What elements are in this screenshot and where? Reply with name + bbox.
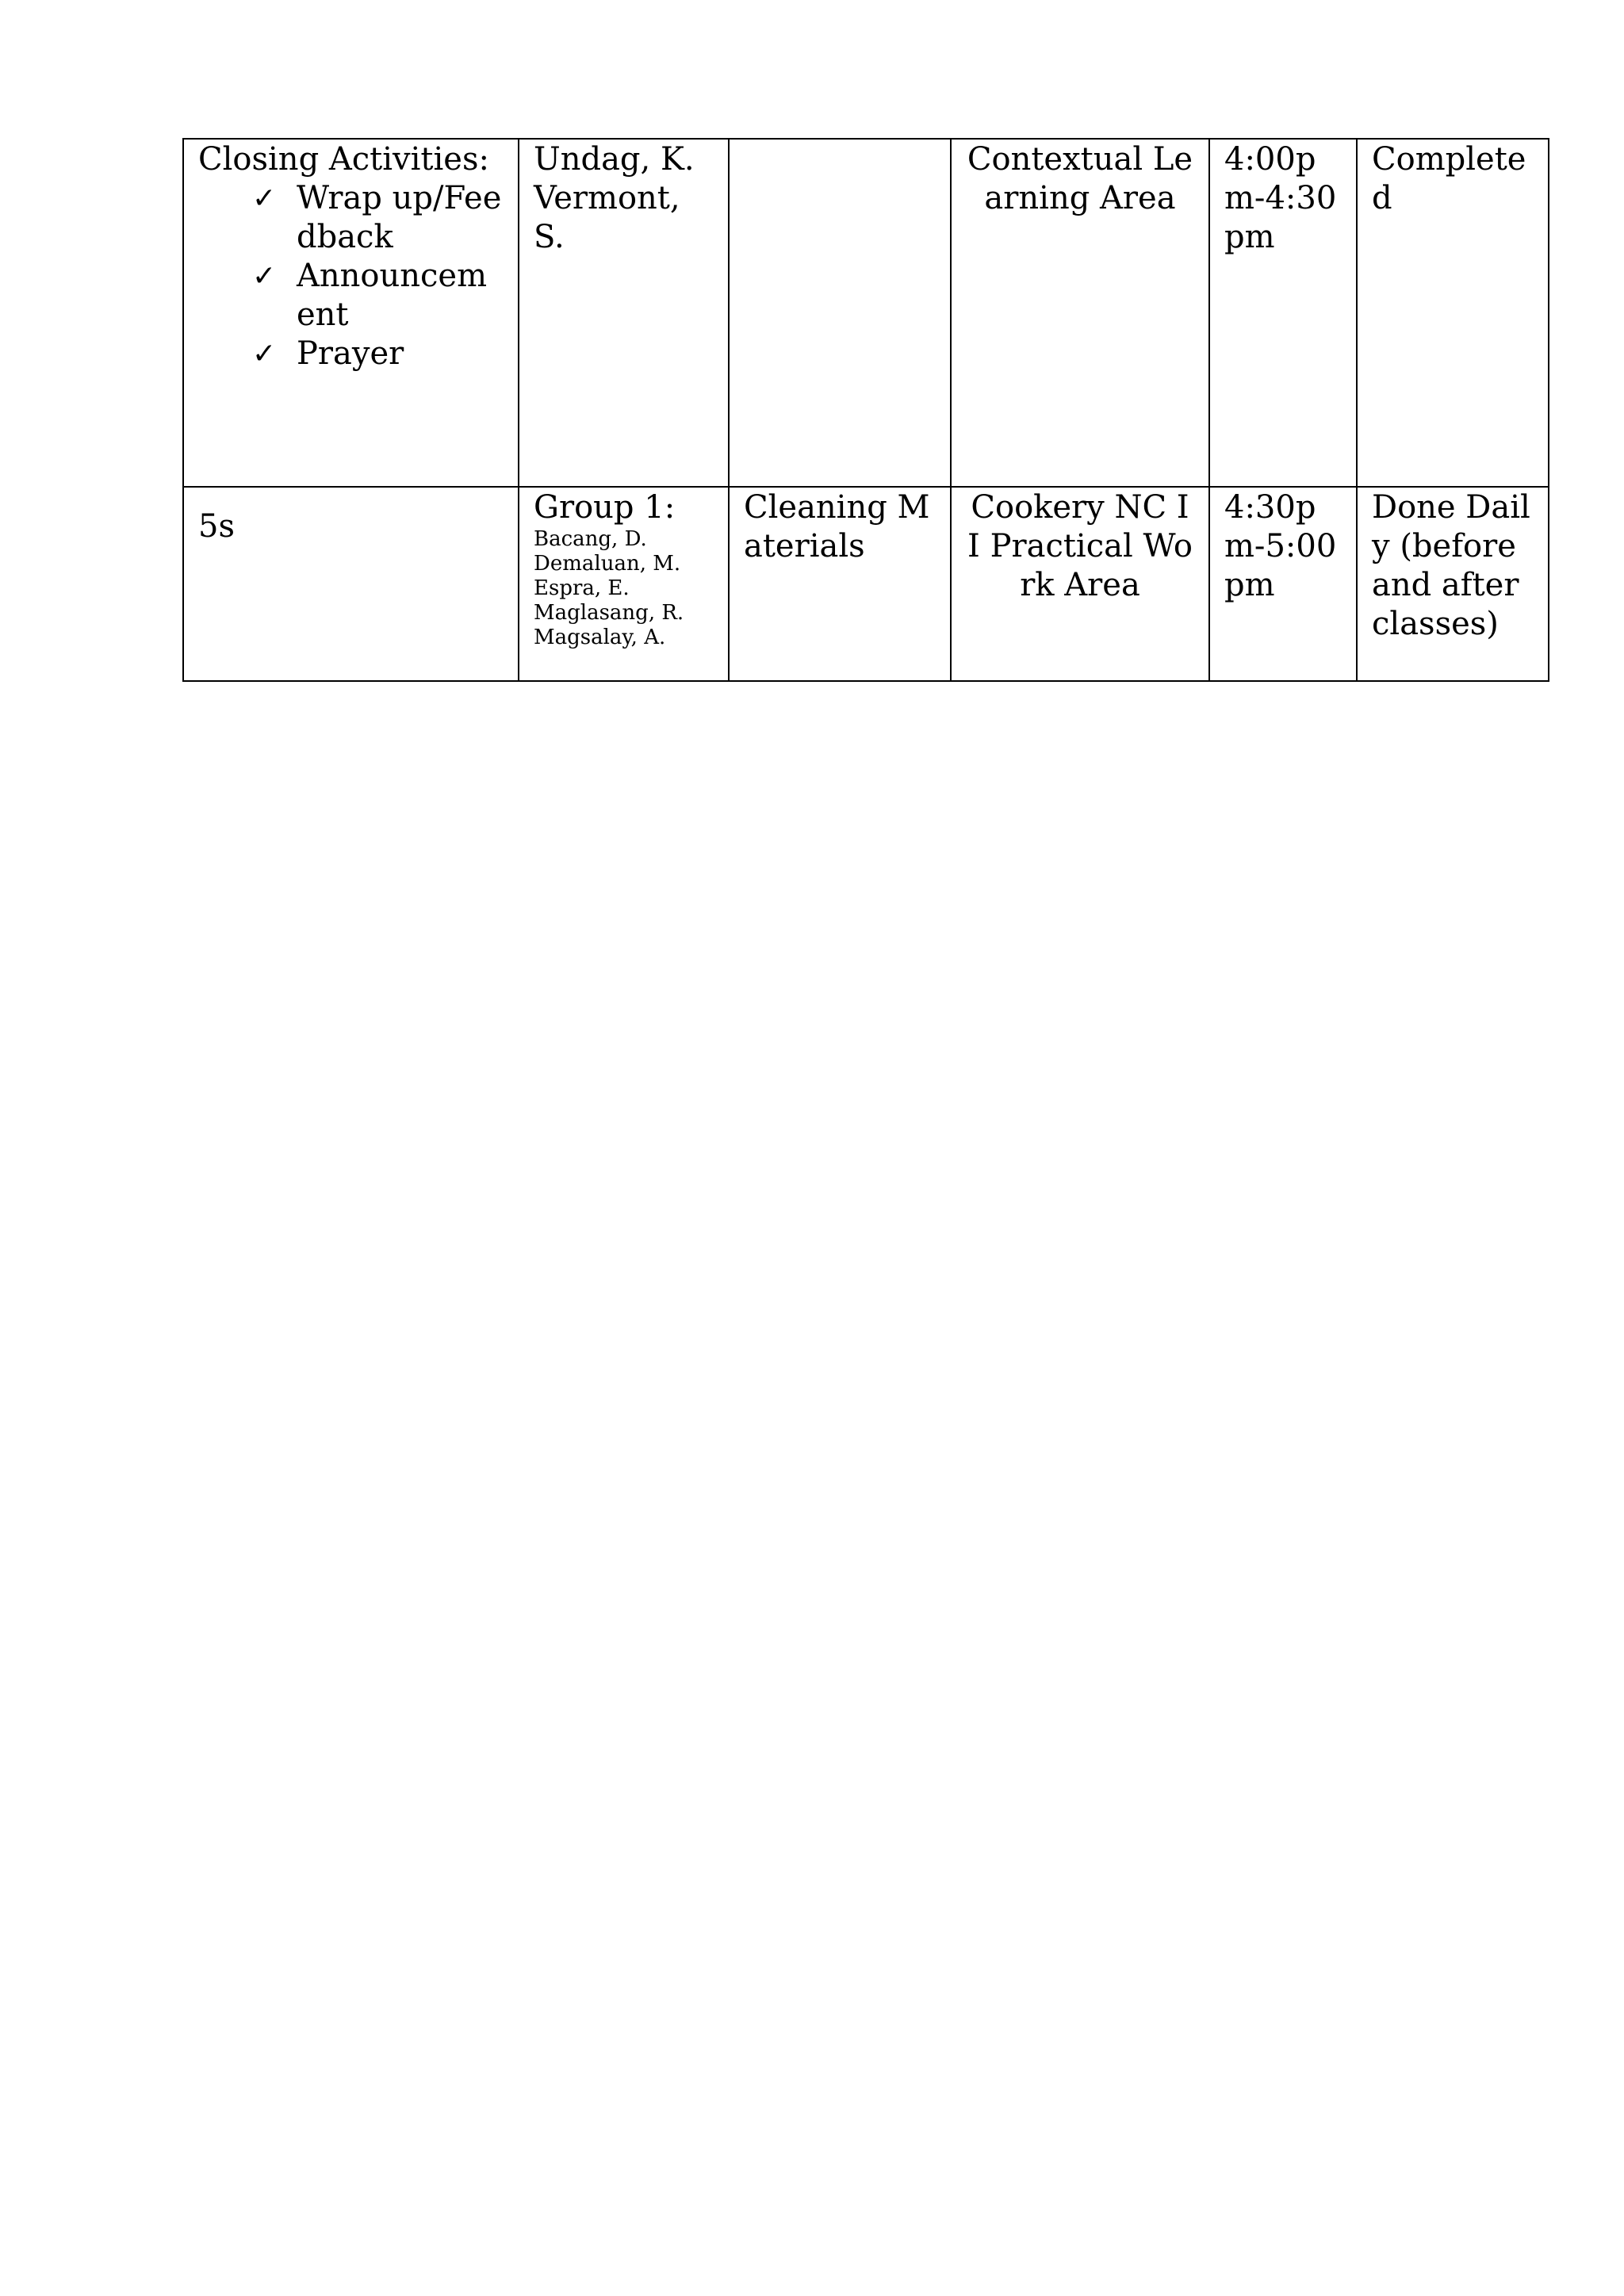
list-item [252,179,504,257]
group-title: Group 1: [534,489,676,526]
checklist-item-label: Wrap up/Feedback [297,180,502,255]
person-name: Demaluan, M. [534,552,681,576]
activity-cell [183,487,519,681]
check-mark-icon: ✓ [252,260,277,293]
table-row [183,139,1549,487]
check-mark-icon: ✓ [252,338,277,370]
schedule-table [182,138,1549,682]
time-cell: 4:00pm-4:30pm [1209,139,1357,487]
venue-cell: Cookery NC II Practical Work Area [951,487,1209,681]
status-cell: Done Daily (before and after classes) [1357,487,1549,681]
person-name: Bacang, D. [534,527,647,551]
person-name: Maglasang, R. [534,601,684,625]
list-item [252,335,504,373]
venue-cell: Contextual Learning Area [951,139,1209,487]
activity-checklist [198,179,504,373]
activity-label: 5s [198,508,235,545]
activity-title: Closing Activities: [198,141,489,178]
checklist-item-label: Prayer [297,335,404,372]
person-name: Espra, E. [534,576,630,600]
check-mark-icon: ✓ [252,182,277,215]
status-cell: Completed [1357,139,1549,487]
time-cell: 4:30pm-5:00pm [1209,487,1357,681]
table-row [183,487,1549,681]
persons-cell [519,487,729,681]
persons-cell [519,139,729,487]
resources-cell [729,139,951,487]
person-name: Undag, K. [534,141,695,178]
activity-cell [183,139,519,487]
list-item [252,257,504,335]
person-name: Vermont, S. [534,180,680,255]
resources-cell: Cleaning Materials [729,487,951,681]
person-name: Magsalay, A. [534,626,666,649]
group-members [534,527,714,650]
checklist-item-label: Announcement [297,258,488,333]
